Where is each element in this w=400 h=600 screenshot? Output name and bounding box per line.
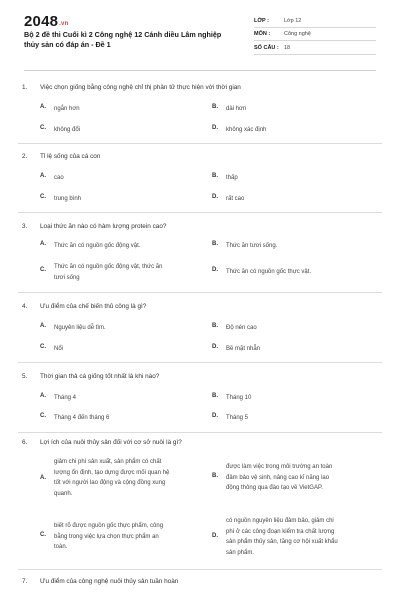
- question-number: 2.: [22, 153, 28, 160]
- option-letter: B.: [212, 393, 218, 399]
- option-text-line-4: sản phẩm.: [226, 549, 255, 556]
- meta-class-label: LỚP :: [254, 18, 269, 24]
- option-letter: D.: [212, 194, 218, 200]
- question-divider: [18, 212, 382, 213]
- question-text: Thời gian thả cá giống tốt nhất là khi nào?: [40, 373, 160, 380]
- meta-subject-label: MÔN :: [254, 31, 271, 37]
- option-text-line-2: tươi sống: [54, 274, 80, 281]
- option-text: Nguyên liệu dễ tìm.: [54, 325, 106, 331]
- option-letter: D.: [212, 413, 218, 419]
- option-text-line-1: được làm việc trong môi trường an toàn: [226, 464, 333, 470]
- meta-count: [254, 42, 376, 55]
- question-number: 6.: [22, 439, 28, 446]
- option-letter: C.: [40, 344, 46, 350]
- meta-subject: [254, 28, 376, 41]
- option-letter: C.: [40, 125, 46, 131]
- option-letter: C.: [40, 194, 46, 200]
- option-text: rất cao: [226, 196, 245, 202]
- meta-count-label: SỐ CÂU :: [254, 45, 279, 51]
- option-text: Tháng 4: [54, 395, 77, 401]
- question-number: 3.: [22, 223, 28, 230]
- option-text: Bề mặt nhẵn: [226, 346, 261, 352]
- logo-suffix: .vn: [59, 21, 69, 27]
- question-text: Ưu điểm của chế biến thủ công là gì?: [40, 303, 147, 310]
- option-text: Thức ăn có nguồn gốc thực vật.: [226, 269, 312, 275]
- option-letter: B.: [212, 173, 218, 179]
- question-text: Việc chọn giống bằng công nghệ chỉ thị phân tử thực hiện với thời gian: [40, 84, 241, 91]
- option-text: Tháng 10: [226, 395, 252, 401]
- question-number: 7.: [22, 578, 28, 585]
- question-divider: [18, 432, 382, 433]
- option-text: thấp: [226, 175, 238, 181]
- question-number: 5.: [22, 373, 28, 380]
- option-text-line-3: động thông qua đào tạo về VietGAP.: [226, 485, 323, 491]
- option-text-line-1: Thức ăn có nguồn gốc động vật, thức ăn: [54, 264, 163, 270]
- option-letter: B.: [212, 104, 218, 110]
- option-text: ngắn hơn: [54, 106, 80, 112]
- option-letter: D.: [212, 267, 218, 273]
- option-text-line-3: tốt với người lao động và cộng đồng xung: [54, 480, 166, 486]
- option-text: Tháng 5: [226, 415, 249, 421]
- option-text: trung bình: [54, 196, 82, 202]
- option-letter: A.: [40, 323, 46, 329]
- option-text-line-2: đảm bảo vệ sinh, nâng cao kĩ năng lao: [226, 474, 330, 481]
- site-logo[interactable]: [24, 13, 68, 30]
- meta-class: [254, 15, 376, 28]
- option-text-line-3: toàn.: [54, 544, 68, 550]
- option-letter: A.: [40, 393, 46, 399]
- option-letter: A.: [40, 104, 46, 110]
- option-letter: B.: [212, 473, 218, 479]
- option-text-line-2: bằng trong việc lựa chọn thực phẩm an: [54, 533, 159, 540]
- option-text: không đổi: [54, 127, 81, 133]
- option-text-line-2: phí ở các công đoạn kiểm tra chất lượng: [226, 528, 335, 535]
- option-letter: C.: [40, 267, 46, 273]
- question-text: Ưu điểm của công nghệ nuôi thủy sản tuần hoàn: [40, 578, 179, 585]
- option-letter: C.: [40, 413, 46, 419]
- question-number: 4.: [22, 303, 28, 310]
- question-divider: [18, 143, 382, 144]
- option-text: Thức ăn có nguồn gốc động vật.: [54, 243, 141, 249]
- option-letter: B.: [212, 323, 218, 329]
- option-text-line-1: giảm chi phí sản xuất, sản phẩm có chất: [54, 459, 162, 465]
- option-letter: A.: [40, 173, 46, 179]
- option-text: Thức ăn tươi sống.: [226, 243, 278, 249]
- option-text: dài hơn: [226, 106, 247, 112]
- option-text-line-2: lượng ổn định, tạo dựng được mối quan hệ: [54, 469, 170, 476]
- document-title: Bộ 2 đề thi Cuối kì 2 Công nghệ 12 Cánh diều Lâm nghiệp thủy sản có đáp án - Đề 1: [24, 30, 222, 49]
- option-text-line-3: sản phẩm thủy sản, tăng cơ hội xuất khẩu: [226, 539, 338, 545]
- header: [0, 0, 400, 70]
- option-text-line-1: có nguồn nguyên liệu đảm bảo, giảm chi: [226, 518, 334, 524]
- question-text: Tỉ lệ sống của cá con: [40, 153, 101, 160]
- question-divider: [18, 569, 382, 570]
- question-text: Lợi ích của nuôi thủy sản đối với cơ sở nuôi là gì?: [40, 439, 182, 446]
- option-text: Độ nén cao: [226, 325, 257, 331]
- question-divider: [18, 362, 382, 363]
- option-letter: A.: [40, 241, 46, 247]
- option-letter: A.: [40, 475, 46, 481]
- meta-count-value: 18: [284, 45, 291, 51]
- question-text: Loại thức ăn nào có hàm lượng protein cao?: [40, 223, 167, 230]
- option-text: Nổi: [54, 346, 64, 352]
- header-divider: [24, 70, 376, 71]
- question-number: 1.: [22, 84, 28, 91]
- option-text: Tháng 4 đến tháng 6: [54, 415, 110, 421]
- meta-class-value: Lớp 12: [284, 18, 302, 24]
- meta-subject-value: Công nghệ: [284, 31, 311, 37]
- option-text-line-1: biết rõ được nguồn gốc thực phẩm, công: [54, 523, 164, 529]
- option-text: không xác định: [226, 127, 267, 133]
- option-letter: D.: [212, 125, 218, 131]
- option-letter: D.: [212, 344, 218, 350]
- question-divider: [18, 292, 382, 293]
- logo-text: 2048: [24, 13, 59, 30]
- option-letter: C.: [40, 532, 46, 538]
- option-letter: B.: [212, 241, 218, 247]
- option-text-line-4: quanh.: [54, 490, 73, 497]
- option-letter: D.: [212, 533, 218, 539]
- option-text: cao: [54, 175, 64, 181]
